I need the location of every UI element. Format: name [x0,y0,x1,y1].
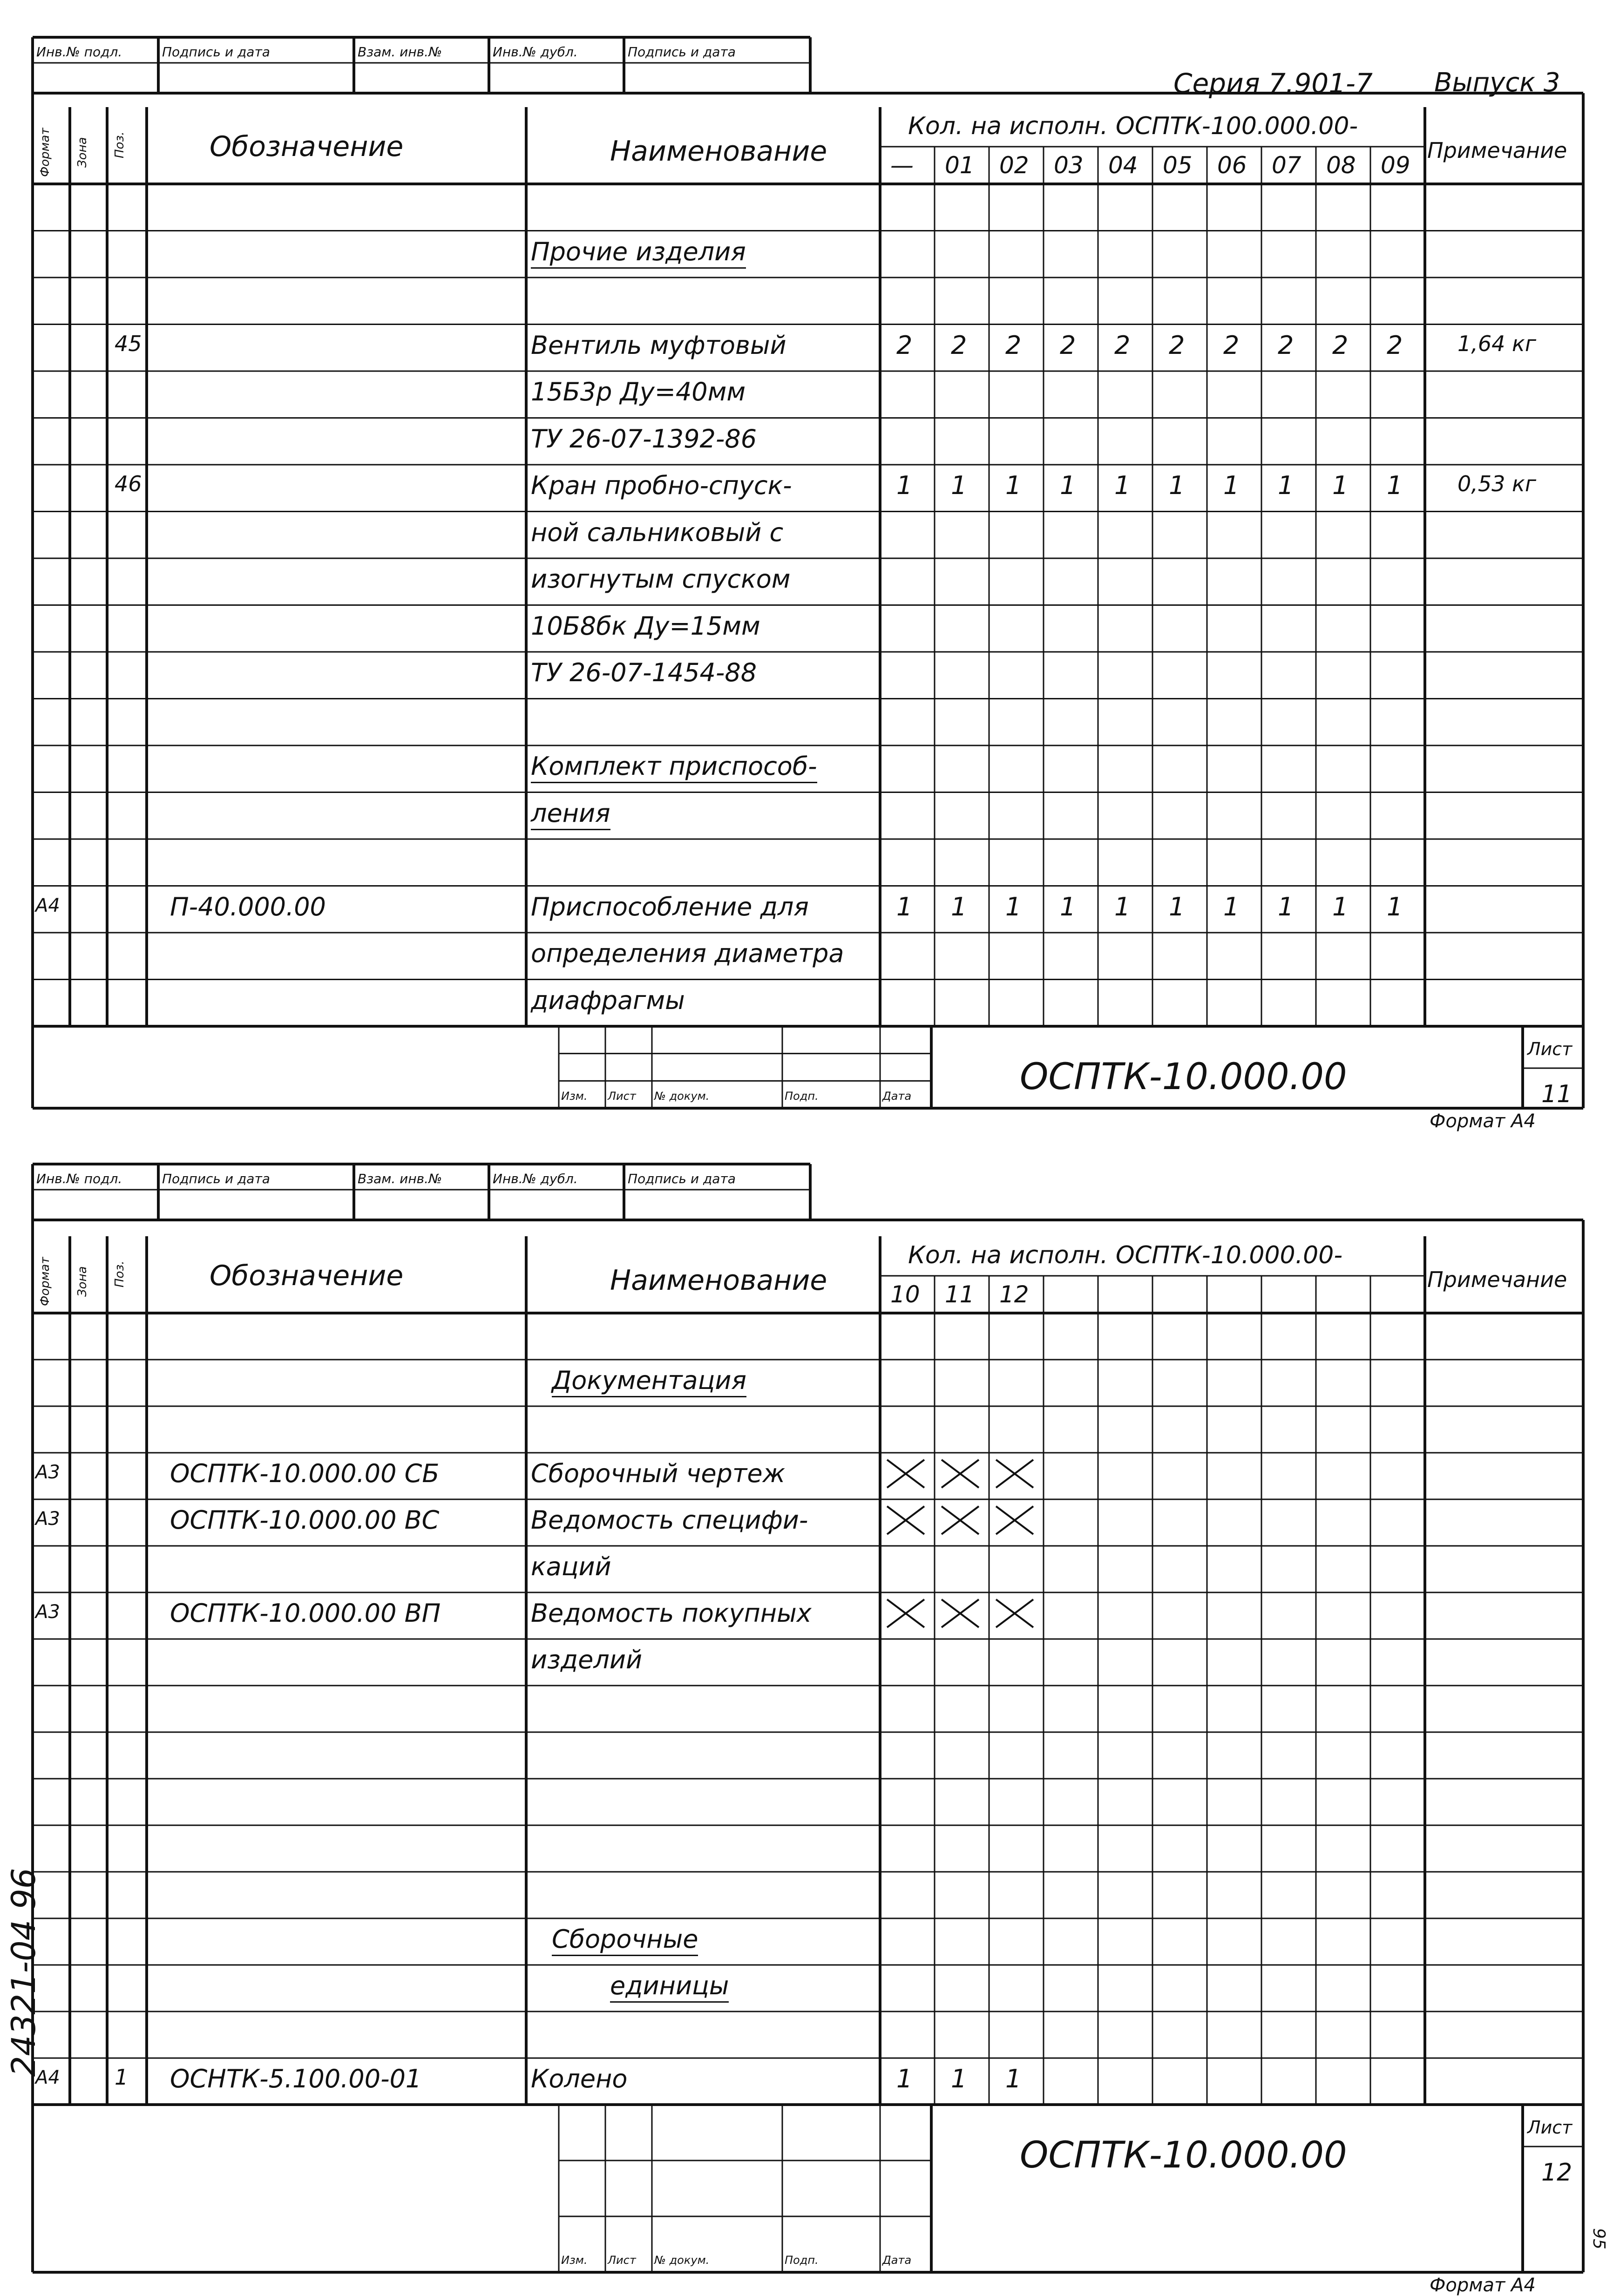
title-block-label: Лист [608,2254,636,2267]
row-format: А3 [35,1508,60,1530]
row-qty: 2 [896,330,913,360]
row-name: Сборочные [552,1927,698,1956]
row-qty: 1 [951,892,967,921]
format-label: Формат А4 [1430,2275,1536,2296]
row-qty: 1 [1332,471,1349,500]
row-name: Сборочный чертеж [531,1459,786,1488]
row-name: определения диаметра [531,939,844,968]
stamp-cell-label: Взам. инв.№ [358,44,442,60]
row-qty: 2 [1223,330,1240,360]
row-qty: 1 [1005,892,1022,921]
document-code: ОСПТК-10.000.00 [1020,1056,1347,1098]
row-position: 45 [115,331,142,356]
row-position: 46 [115,471,142,496]
row-name: Кран пробно-спуск- [531,471,792,500]
row-qty: 1 [1060,892,1076,921]
title-block-label: Подп. [785,1090,819,1103]
col-format-label: Формат [38,1257,52,1306]
stamp-cell-label: Подпись и дата [162,44,270,60]
col-zone-label: Зона [75,1266,89,1297]
col-note-label: Примечание [1427,138,1567,163]
row-qty: 2 [1060,330,1076,360]
variant-label: 07 [1272,152,1301,179]
stamp-cell-label: Инв.№ подл. [36,44,122,60]
title-block-label: № докум. [654,1090,710,1103]
row-format: А3 [35,1601,60,1623]
row-designation: ОСПТК-10.000.00 СБ [170,1459,440,1488]
row-name: ТУ 26-07-1454-88 [531,658,757,687]
variant-label: 10 [890,1281,920,1308]
row-name: Вентиль муфтовый [531,330,786,360]
row-qty: 1 [896,892,913,921]
row-designation: ОСПТК-10.000.00 ВС [170,1505,440,1535]
stamp-cell-label: Подпись и дата [628,44,736,60]
row-qty: 1 [1005,471,1022,500]
col-pos-label: Поз. [113,131,127,158]
row-position: 1 [115,2065,129,2090]
row-designation: ОСПТК-10.000.00 ВП [170,1598,441,1628]
row-name: каций [531,1552,611,1581]
spec-sheet-12 [33,1155,1583,2296]
row-designation: П-40.000.00 [170,892,326,921]
stamp-cell-label: Инв.№ подл. [36,1171,122,1186]
title-block-label: Изм. [561,1090,588,1103]
row-note: 0,53 кг [1457,471,1536,496]
row-name: единицы [610,1973,729,2003]
variant-label: 02 [999,152,1029,179]
stamp-cell-label: Подпись и дата [628,1171,736,1186]
variant-label: 01 [945,152,975,179]
stamp-cell-label: Инв.№ дубл. [493,1171,578,1186]
row-name: 15Б3р Ду=40мм [531,377,746,406]
row-name: Комплект приспособ- [531,754,817,783]
row-qty: 1 [1278,471,1294,500]
title-block-label: Дата [882,1090,912,1103]
row-qty: 1 [896,471,913,500]
row-qty: 1 [1387,892,1403,921]
row-qty: 1 [1005,2064,1022,2093]
sheet-number: 11 [1541,1080,1573,1108]
row-qty: 2 [1005,330,1022,360]
row-qty: 1 [1114,471,1131,500]
row-qty: 2 [1387,330,1403,360]
row-name: Прочие изделия [531,239,746,269]
cross-mark [885,1457,927,1490]
row-name: изогнутым спуском [531,564,791,594]
title-block-label: № докум. [654,2254,710,2267]
cross-mark [885,1597,927,1630]
row-designation: ОСНТК-5.100.00-01 [170,2064,422,2093]
col-zone-label: Зона [75,137,89,168]
row-name: Ведомость покупных [531,1598,812,1628]
title-block-label: Лист [608,1090,636,1103]
row-format: А4 [35,2067,60,2088]
row-note: 1,64 кг [1457,331,1536,356]
cross-mark [994,1597,1036,1630]
row-name: диафрагмы [531,985,685,1015]
row-qty: 1 [951,471,967,500]
col-name-label: Наименование [610,1264,827,1297]
title-block-label: Подп. [785,2254,819,2267]
row-name: Ведомость специфи- [531,1505,808,1535]
row-name: изделий [531,1645,643,1674]
row-qty: 1 [1332,892,1349,921]
variant-label: 06 [1217,152,1247,179]
row-qty: 2 [1278,330,1294,360]
variant-label: 04 [1108,152,1138,179]
row-qty: 1 [1169,892,1185,921]
series-label: Серия 7.901-7 [1173,68,1373,99]
title-block-label: Изм. [561,2254,588,2267]
qty-header-label: Кол. на исполн. ОСПТК-100.000.00- [908,112,1358,140]
cross-mark [994,1504,1036,1537]
title-block-label: Дата [882,2254,912,2267]
document-code: ОСПТК-10.000.00 [1020,2134,1347,2176]
side-stamp: 24321-04 96 [5,1868,43,2077]
cross-mark [939,1504,981,1537]
sheet-label: Лист [1527,2117,1573,2138]
stamp-cell-label: Подпись и дата [162,1171,270,1186]
format-label: Формат А4 [1430,1111,1536,1132]
issue-label: Выпуск 3 [1434,68,1560,98]
sheet-number: 12 [1541,2159,1573,2187]
row-qty: 1 [1387,471,1403,500]
row-qty: 2 [1114,330,1131,360]
variant-label: 08 [1326,152,1356,179]
variant-label: — [890,152,914,179]
row-name: Документация [552,1368,746,1397]
corner-number: 95 [1589,2228,1608,2249]
row-qty: 1 [1223,471,1240,500]
col-designation-label: Обозначение [210,1260,404,1292]
col-note-label: Примечание [1427,1267,1567,1292]
cross-mark [994,1457,1036,1490]
sheet-grid [33,1155,1583,2272]
row-name: ной сальниковый с [531,517,784,547]
row-format: А3 [35,1462,60,1483]
row-name: ТУ 26-07-1392-86 [531,424,757,454]
spec-sheet-11 [33,28,1583,1132]
cross-mark [939,1457,981,1490]
row-name: Приспособление для [531,892,809,921]
col-name-label: Наименование [610,135,827,168]
row-qty: 2 [1332,330,1349,360]
variant-label: 11 [945,1281,975,1308]
variant-label: 09 [1381,152,1410,179]
variant-label: 03 [1054,152,1084,179]
stamp-cell-label: Взам. инв.№ [358,1171,442,1186]
row-format: А4 [35,894,60,916]
variant-label: 05 [1163,152,1193,179]
variant-label: 12 [999,1281,1029,1308]
row-qty: 1 [1278,892,1294,921]
row-qty: 1 [1223,892,1240,921]
qty-header-label: Кол. на исполн. ОСПТК-10.000.00- [908,1241,1343,1269]
row-qty: 1 [1114,892,1131,921]
col-pos-label: Поз. [113,1260,127,1287]
row-qty: 2 [951,330,967,360]
stamp-cell-label: Инв.№ дубл. [493,44,578,60]
row-qty: 1 [1060,471,1076,500]
row-qty: 1 [896,2064,913,2093]
row-qty: 2 [1169,330,1185,360]
row-name: 10Б8бк Ду=15мм [531,611,760,641]
col-designation-label: Обозначение [210,130,404,163]
row-qty: 1 [951,2064,967,2093]
cross-mark [939,1597,981,1630]
row-name: ления [531,801,610,830]
row-qty: 1 [1169,471,1185,500]
row-name: Колено [531,2064,628,2093]
cross-mark [885,1504,927,1537]
col-format-label: Формат [38,128,52,177]
sheet-label: Лист [1527,1039,1573,1059]
